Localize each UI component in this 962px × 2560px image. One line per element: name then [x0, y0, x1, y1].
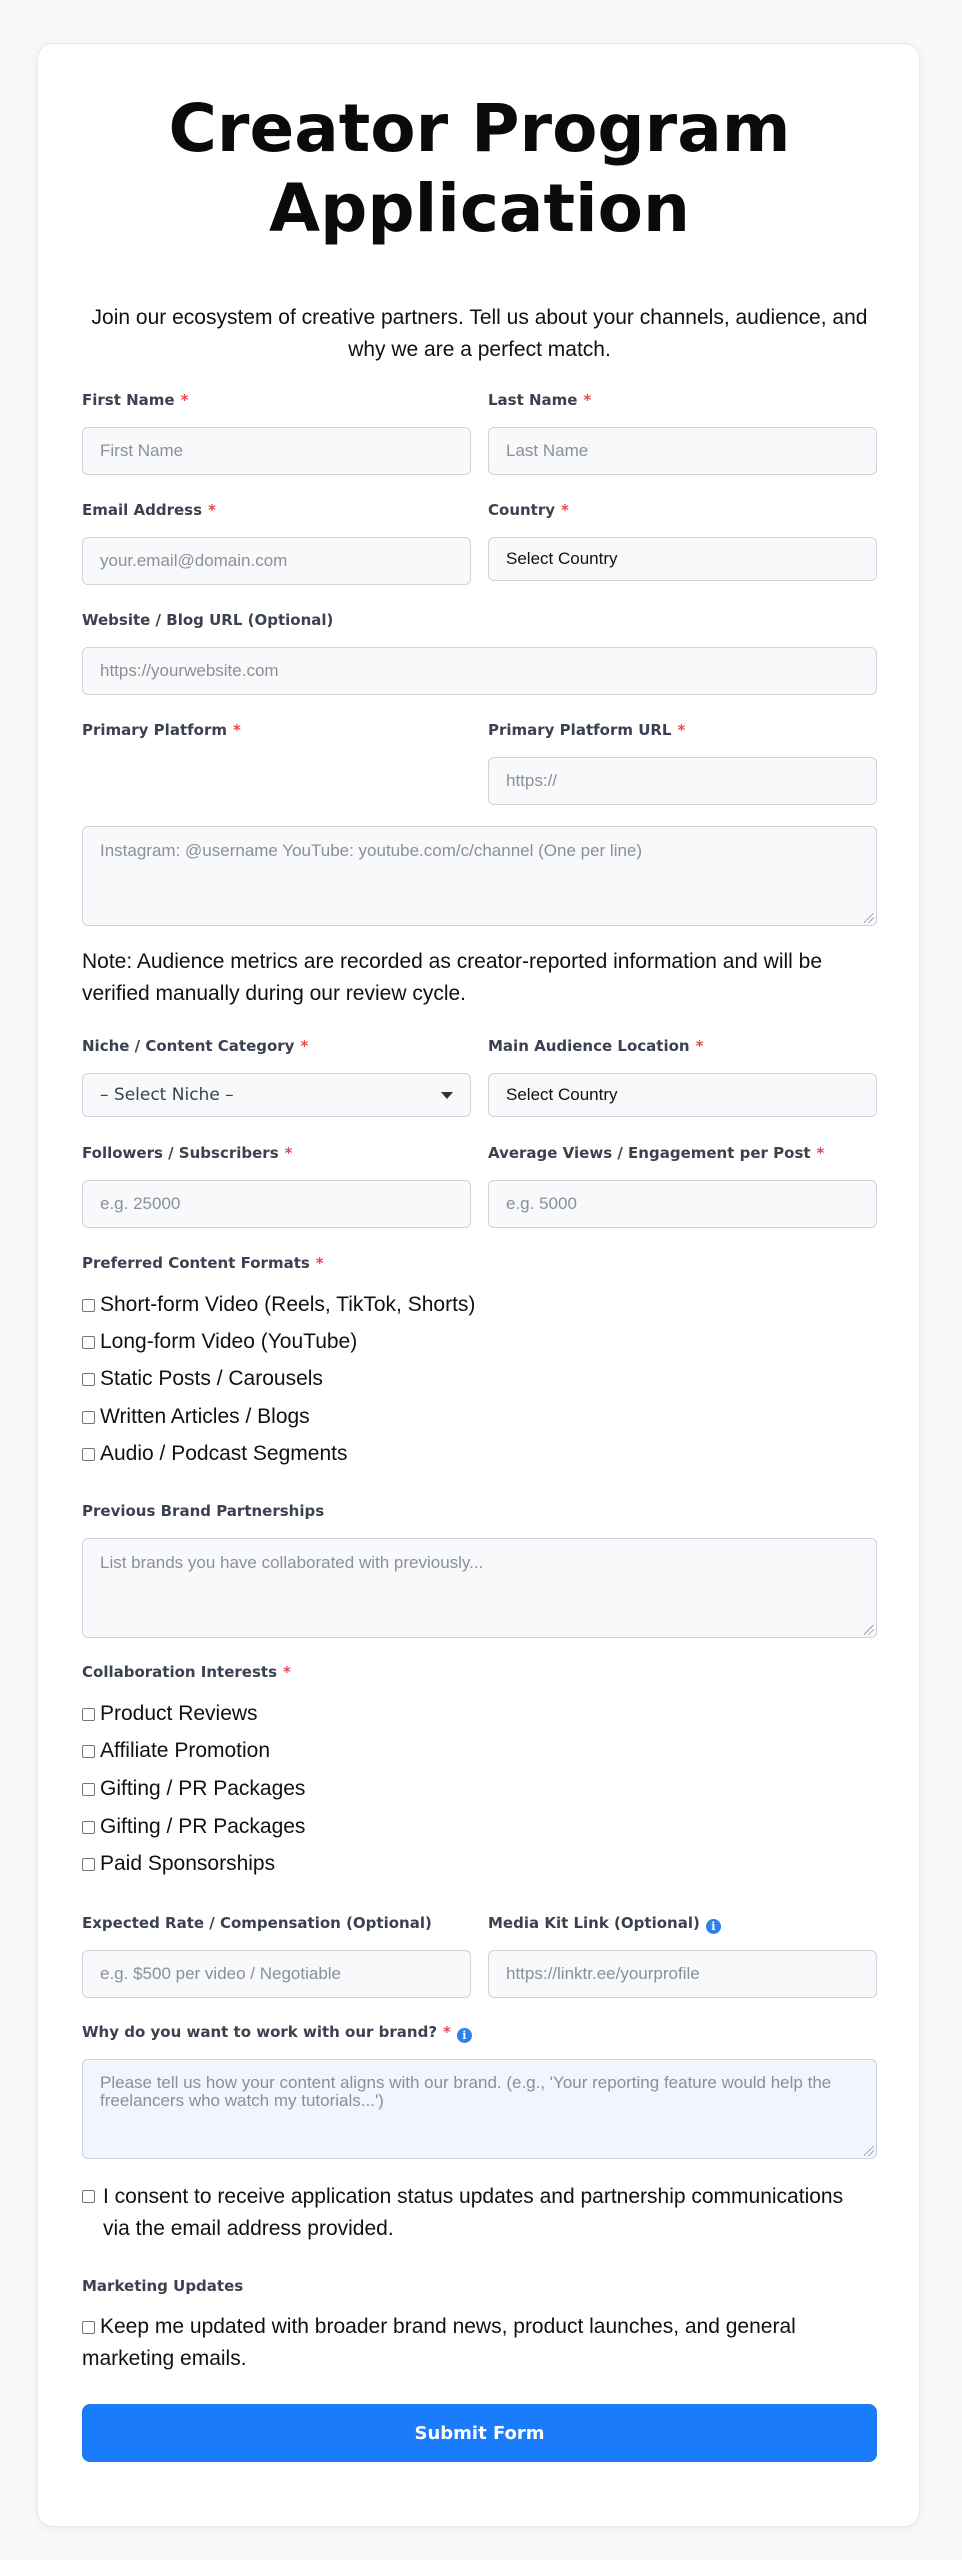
media-kit-label: Media Kit Link (Optional) i	[488, 1914, 721, 1934]
content-formats-label: Preferred Content Formats *	[82, 1254, 324, 1272]
collaboration-interests-label: Collaboration Interests *	[82, 1663, 291, 1681]
first-name-label: First Name *	[82, 391, 189, 409]
collaboration-option[interactable]: Product Reviews	[82, 1702, 258, 1726]
followers-label: Followers / Subscribers *	[82, 1144, 293, 1162]
email-input[interactable]	[82, 537, 471, 585]
consent-option[interactable]	[82, 2181, 872, 2245]
website-input[interactable]	[82, 647, 877, 695]
required-marker: *	[284, 1144, 293, 1162]
country-select-value: Select Country	[506, 549, 618, 568]
content-format-checkbox[interactable]	[82, 1448, 95, 1461]
previous-partnerships-wrap	[82, 1538, 877, 1638]
collaboration-option[interactable]: Gifting / PR Packages	[82, 1815, 305, 1839]
content-format-checkbox[interactable]	[82, 1411, 95, 1424]
handles-textarea-wrap	[82, 826, 877, 926]
primary-platform-label: Primary Platform *	[82, 721, 241, 739]
marketing-checkbox[interactable]	[82, 2321, 95, 2334]
resize-handle-icon[interactable]	[864, 2146, 874, 2156]
audience-location-select-value: Select Country	[506, 1085, 618, 1104]
media-kit-input[interactable]	[488, 1950, 877, 1998]
email-label: Email Address *	[82, 501, 216, 519]
consent-checkbox[interactable]	[82, 2190, 95, 2203]
followers-input[interactable]	[82, 1180, 471, 1228]
previous-partnerships-textarea[interactable]	[82, 1538, 877, 1638]
niche-select-value: – Select Niche –	[100, 1085, 234, 1105]
required-marker: *	[300, 1037, 309, 1055]
avg-views-input[interactable]	[488, 1180, 877, 1228]
content-format-option[interactable]: Audio / Podcast Segments	[82, 1442, 347, 1466]
last-name-label: Last Name *	[488, 391, 592, 409]
audience-location-label: Main Audience Location *	[488, 1037, 704, 1055]
chevron-down-icon	[441, 1092, 453, 1099]
collaboration-checkbox[interactable]	[82, 1783, 95, 1796]
collaboration-checkbox[interactable]	[82, 1708, 95, 1721]
info-icon[interactable]: i	[457, 2028, 472, 2043]
why-brand-textarea[interactable]	[82, 2059, 877, 2159]
collaboration-checkbox[interactable]	[82, 1821, 95, 1834]
required-marker: *	[561, 501, 569, 519]
required-marker: *	[677, 721, 686, 739]
audience-location-select[interactable]	[488, 1073, 877, 1117]
marketing-updates-label: Marketing Updates	[82, 2277, 244, 2295]
content-format-option[interactable]: Written Articles / Blogs	[82, 1405, 310, 1429]
content-format-checkbox[interactable]	[82, 1373, 95, 1386]
collaboration-option[interactable]: Gifting / PR Packages	[82, 1777, 305, 1801]
content-format-option[interactable]: Short-form Video (Reels, TikTok, Shorts)	[82, 1293, 475, 1317]
handles-textarea[interactable]	[82, 826, 877, 926]
required-marker: *	[816, 1144, 825, 1162]
primary-platform-url-label: Primary Platform URL *	[488, 721, 686, 739]
info-icon[interactable]: i	[706, 1919, 721, 1934]
resize-handle-icon[interactable]	[864, 1625, 874, 1635]
content-format-option[interactable]: Static Posts / Carousels	[82, 1367, 323, 1391]
required-marker: *	[443, 2023, 451, 2041]
why-brand-label: Why do you want to work with our brand? * i	[82, 2023, 472, 2043]
last-name-input[interactable]	[488, 427, 877, 475]
expected-rate-input[interactable]	[82, 1950, 471, 1998]
niche-select[interactable]	[82, 1073, 471, 1117]
first-name-input[interactable]	[82, 427, 471, 475]
collaboration-option[interactable]: Affiliate Promotion	[82, 1739, 270, 1763]
submit-button[interactable]: Submit Form	[82, 2404, 877, 2462]
why-brand-wrap	[82, 2059, 877, 2159]
content-format-checkbox[interactable]	[82, 1336, 95, 1349]
consent-text: I consent to receive application status updates and partnership communications via the email address provided.	[103, 2185, 844, 2240]
intro-text: Join our ecosystem of creative partners. Tell us about your channels, audience, and why we are a perfect match.	[91, 306, 868, 361]
website-label: Website / Blog URL (Optional)	[82, 611, 334, 629]
content-format-option[interactable]: Long-form Video (YouTube)	[82, 1330, 357, 1354]
collaboration-checkbox[interactable]	[82, 1858, 95, 1871]
required-marker: *	[583, 391, 592, 409]
audience-note: Note: Audience metrics are recorded as creator-reported information and will be verified manually during our review cycle.	[82, 950, 823, 1005]
collaboration-option[interactable]: Paid Sponsorships	[82, 1852, 275, 1876]
marketing-option[interactable]	[82, 2311, 872, 2375]
application-card	[37, 43, 920, 2527]
required-marker: *	[283, 1663, 291, 1681]
required-marker: *	[232, 721, 241, 739]
required-marker: *	[315, 1254, 324, 1272]
niche-label: Niche / Content Category *	[82, 1037, 309, 1055]
expected-rate-label: Expected Rate / Compensation (Optional)	[82, 1914, 432, 1932]
avg-views-label: Average Views / Engagement per Post *	[488, 1144, 825, 1162]
country-select[interactable]	[488, 537, 877, 581]
primary-platform-url-input[interactable]	[488, 757, 877, 805]
required-marker: *	[180, 391, 189, 409]
collaboration-checkbox[interactable]	[82, 1745, 95, 1758]
previous-partnerships-label: Previous Brand Partnerships	[82, 1502, 325, 1520]
resize-handle-icon[interactable]	[864, 913, 874, 923]
page-title: Creator Program Application	[168, 90, 791, 247]
marketing-text: Keep me updated with broader brand news, product launches, and general marketing emails.	[82, 2315, 796, 2370]
country-label: Country *	[488, 501, 569, 519]
required-marker: *	[208, 501, 216, 519]
required-marker: *	[695, 1037, 704, 1055]
content-format-checkbox[interactable]	[82, 1299, 95, 1312]
